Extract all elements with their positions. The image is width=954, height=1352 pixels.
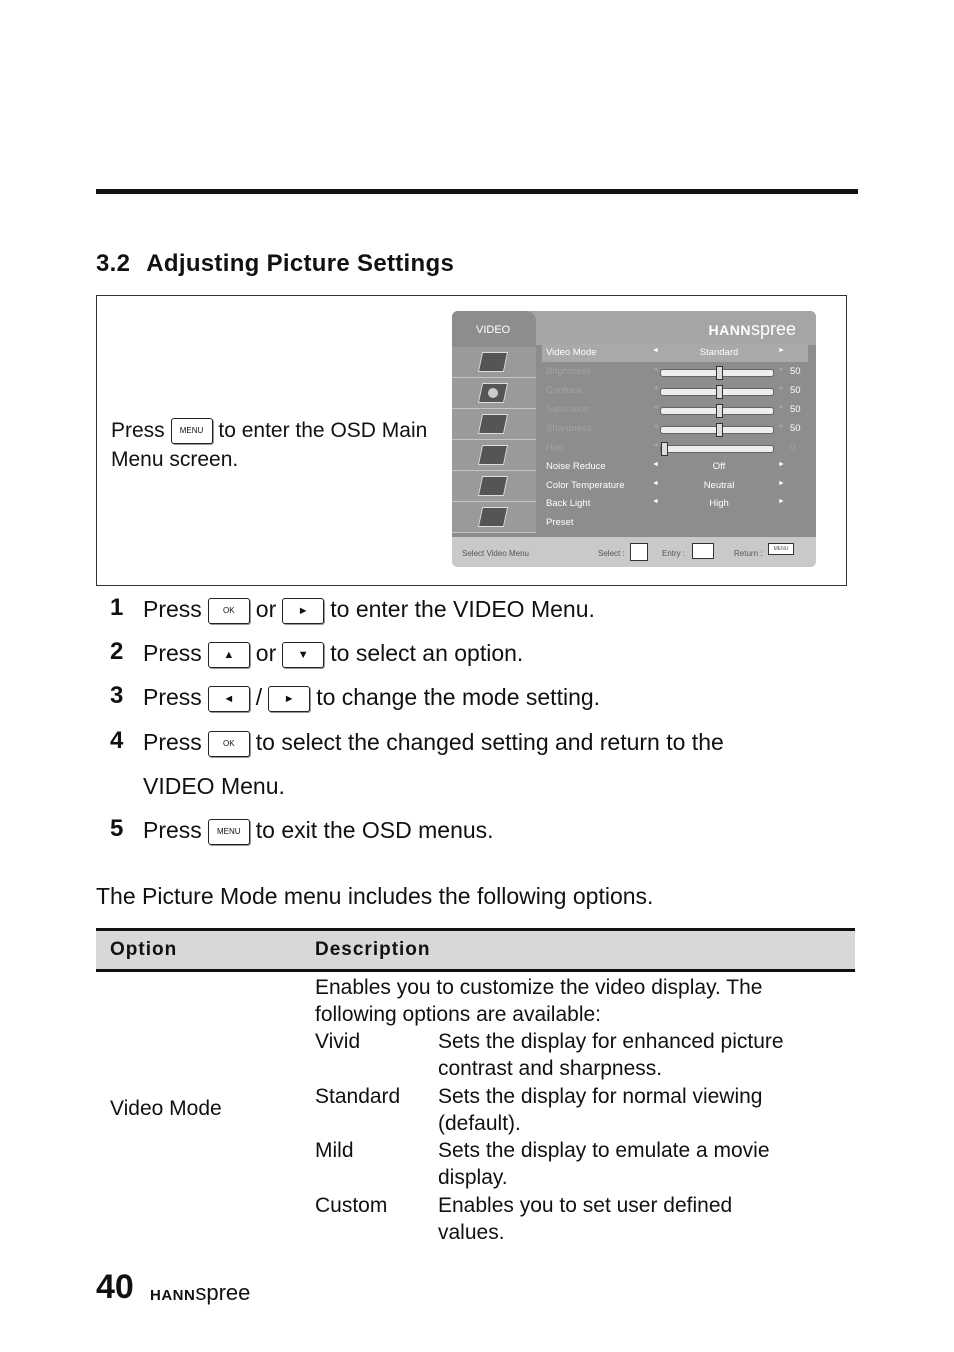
osd-row-noise-reduce: Noise Reduce ◄ Off ► <box>546 461 785 472</box>
osd-row-preset: Preset <box>546 517 574 528</box>
osd-footer-entry: Entry : <box>662 549 686 558</box>
right-arrow-key-icon: ► <box>282 598 324 624</box>
section-number: 3.2 <box>96 250 131 277</box>
section-heading: Adjusting Picture Settings <box>146 250 455 277</box>
option-description: Enables you to customize the video display. The following options are available: <box>315 976 763 1026</box>
osd-footer-select: Select : <box>598 549 625 558</box>
osd-footer-hint: Select Video Menu <box>462 549 530 558</box>
table-header <box>96 931 855 969</box>
option-name: Video Mode <box>110 1097 222 1120</box>
osd-tab-label: VIDEO <box>476 324 511 336</box>
osd-row-color-temperature: Color Temperature ◄ Neutral ► <box>546 480 785 491</box>
sharpness-slider <box>660 426 774 434</box>
osd-row-contrast: Contrast ◄ ► 50 <box>542 382 808 400</box>
ok-key-icon: OK <box>208 598 250 624</box>
section-title <box>96 250 454 278</box>
osd-footer-return: Return : <box>734 549 763 558</box>
osd-screen <box>452 311 816 567</box>
down-arrow-key-icon: ▼ <box>282 642 324 668</box>
screen-menu-icon <box>452 409 536 440</box>
intro-text <box>111 416 431 474</box>
osd-sidebar <box>452 347 536 535</box>
footer-brand-logo: HANNspree <box>150 1280 251 1305</box>
right-arrow-icon: ► <box>778 347 785 354</box>
page-number: 40 <box>96 1268 134 1306</box>
osd-footer <box>452 537 816 567</box>
video-menu-icon <box>452 347 536 378</box>
osd-brand-logo: HANNspree <box>708 319 796 339</box>
lock-menu-icon <box>452 502 536 533</box>
left-arrow-key-icon: ◄ <box>208 686 250 712</box>
intro-press: Press <box>111 419 165 442</box>
osd-tab-video <box>452 311 536 347</box>
osd-row-brightness: Brightness ◄ ► 50 <box>542 363 808 381</box>
osd-menu-key-icon: MENU <box>768 543 794 555</box>
osd-row-video-mode: Video Mode ◄ Standard ► <box>542 344 808 362</box>
header-option: Option <box>110 939 178 960</box>
contrast-slider <box>660 388 774 396</box>
osd-row-sharpness: Sharpness ◄ ► 50 <box>542 420 808 438</box>
audio-menu-icon <box>452 378 536 409</box>
osd-row-hue: Hue ◄ 0 <box>542 439 808 457</box>
table-header-rule <box>96 969 855 972</box>
up-arrow-key-icon: ▲ <box>208 642 250 668</box>
hue-slider <box>660 445 774 453</box>
setup-menu-icon <box>452 471 536 502</box>
header-description: Description <box>315 939 431 960</box>
menu-key-icon: MENU <box>171 418 213 444</box>
saturation-slider <box>660 407 774 415</box>
top-rule <box>96 189 858 194</box>
intro-rest: to enter the OSD Main Menu screen. <box>111 419 428 471</box>
menu-key-icon: MENU <box>208 819 250 845</box>
tv-menu-icon <box>452 440 536 471</box>
right-arrow-key-icon: ► <box>268 686 310 712</box>
osd-illustration-frame <box>96 295 847 586</box>
brightness-slider <box>660 369 774 377</box>
osd-row-back-light: Back Light ◄ High ► <box>546 498 785 509</box>
left-arrow-icon: ◄ <box>652 347 659 354</box>
ok-key-icon: OK <box>208 731 250 757</box>
osd-row-saturation: Saturation ◄ ► 50 <box>542 401 808 419</box>
updown-key-icon <box>630 543 648 561</box>
ok-key-icon <box>692 543 714 559</box>
menu-intro-text: The Picture Mode menu includes the following options. <box>96 883 654 909</box>
